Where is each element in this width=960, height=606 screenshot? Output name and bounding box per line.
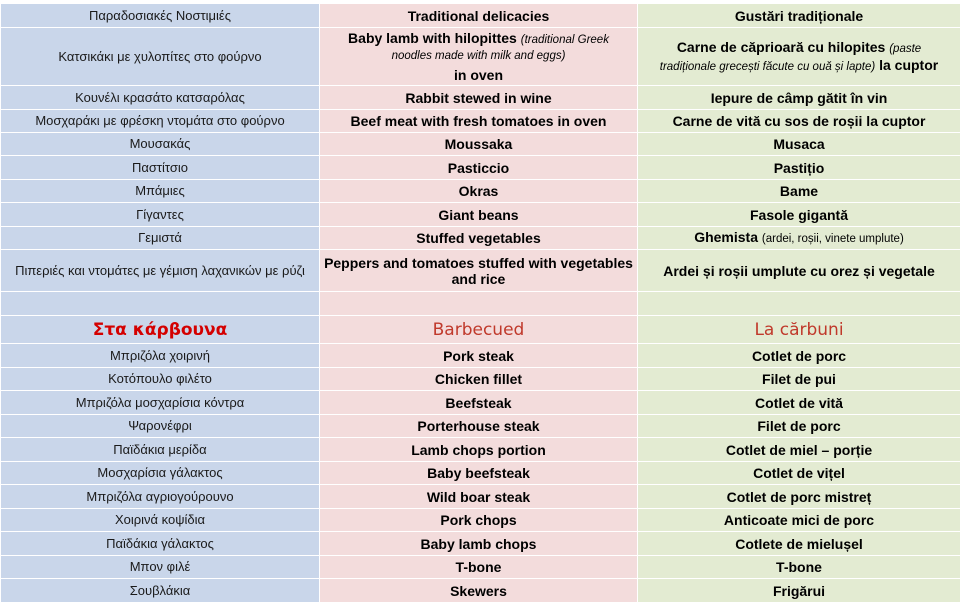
dish-romanian-note-a: (paste: [889, 42, 922, 55]
dish-romanian: Cotlet de vită: [638, 391, 960, 415]
dish-greek: Παϊδάκια μερίδα: [1, 438, 320, 462]
table-row: [1, 156, 960, 180]
dish-greek: Κουνέλι κρασάτο κατσαρόλας: [1, 86, 320, 110]
dish-romanian: Iepure de câmp gătit în vin: [638, 86, 960, 110]
dish-english: Moussaka: [320, 133, 638, 156]
dish-romanian: [638, 28, 960, 86]
dish-english: Porterhouse steak: [320, 415, 638, 438]
dish-greek: Παστίτσιο: [1, 156, 320, 180]
table-row: [1, 438, 960, 462]
dish-english: Peppers and tomatoes stuffed with vegetables and rice: [320, 250, 638, 292]
dish-romanian: Bame: [638, 180, 960, 203]
dish-greek: Πιπεριές και ντομάτες με γέμιση λαχανικών με ρύζι: [1, 250, 320, 292]
dish-english: Beef meat with fresh tomatoes in oven: [320, 110, 638, 133]
section-title-greek: Στα κάρβουνα: [1, 316, 320, 344]
dish-greek: Μοσχαρίσια γάλακτος: [1, 462, 320, 485]
spacer-cell: [320, 292, 638, 316]
dish-romanian: Pastițio: [638, 156, 960, 180]
table-row: [1, 110, 960, 133]
section-title-romanian: La cărbuni: [638, 316, 960, 344]
dish-english-note-a: (traditional Greek: [520, 34, 609, 46]
dish-english: Baby beefsteak: [320, 462, 638, 485]
table-row: [1, 391, 960, 415]
dish-greek: Μπάμιες: [1, 180, 320, 203]
table-row: [1, 227, 960, 250]
dish-greek: Μπριζόλα αγριογούρουνο: [1, 485, 320, 509]
table-row: [1, 415, 960, 438]
dish-romanian: Frigărui: [638, 579, 960, 603]
dish-english: Rabbit stewed in wine: [320, 86, 638, 110]
dish-romanian: Cotlet de porc mistreț: [638, 485, 960, 509]
dish-english: Wild boar steak: [320, 485, 638, 509]
dish-greek: Κοτόπουλο φιλέτο: [1, 368, 320, 391]
dish-romanian: Carne de vită cu sos de roșii la cuptor: [638, 110, 960, 133]
dish-romanian: Cotlet de porc: [638, 344, 960, 368]
dish-english: Beefsteak: [320, 391, 638, 415]
table-row: [1, 579, 960, 603]
table-row: [1, 556, 960, 579]
table-row: [1, 462, 960, 485]
dish-greek: Κατσικάκι με χυλοπίτες στο φούρνο: [1, 28, 320, 86]
table-row: [1, 344, 960, 368]
header-row: [1, 4, 960, 28]
dish-romanian: Filet de pui: [638, 368, 960, 391]
dish-english: T-bone: [320, 556, 638, 579]
dish-romanian-main: Carne de căprioară cu hilopites: [676, 38, 886, 55]
table-row: [1, 485, 960, 509]
header-greek: Παραδοσιακές Νοστιμιές: [1, 4, 320, 28]
dish-romanian-main: Ghemista: [694, 229, 758, 245]
menu-table: [0, 3, 960, 603]
section-header-row: [1, 316, 960, 344]
dish-greek: Γίγαντες: [1, 203, 320, 227]
dish-romanian: [638, 227, 960, 250]
dish-greek: Μοσχαράκι με φρέσκη ντομάτα στο φούρνο: [1, 110, 320, 133]
table-row: [1, 509, 960, 532]
dish-english: Stuffed vegetables: [320, 227, 638, 250]
dish-english-tail: in oven: [453, 67, 503, 83]
dish-english: Pork steak: [320, 344, 638, 368]
spacer-cell: [1, 292, 320, 316]
dish-romanian: Musaca: [638, 133, 960, 156]
table-row: [1, 250, 960, 292]
dish-romanian: Fasole gigantă: [638, 203, 960, 227]
dish-romanian: Cotlet de miel – porție: [638, 438, 960, 462]
dish-english: [320, 28, 638, 86]
dish-romanian: Cotlete de mielușel: [638, 532, 960, 556]
dish-english-note-b: noodles made with milk and eggs): [391, 50, 566, 62]
dish-english: Lamb chops portion: [320, 438, 638, 462]
header-english: Traditional delicacies: [320, 4, 638, 28]
table-row: [1, 28, 960, 86]
dish-greek: Μπριζόλα χοιρινή: [1, 344, 320, 368]
dish-greek: Μουσακάς: [1, 133, 320, 156]
dish-english: Pork chops: [320, 509, 638, 532]
table-row: [1, 133, 960, 156]
dish-greek: Σουβλάκια: [1, 579, 320, 603]
dish-romanian: Ardei și roșii umplute cu orez și vegetale: [638, 250, 960, 292]
table-row: [1, 368, 960, 391]
dish-greek: Μπον φιλέ: [1, 556, 320, 579]
dish-romanian: Filet de porc: [638, 415, 960, 438]
dish-greek: Γεμιστά: [1, 227, 320, 250]
dish-english: Skewers: [320, 579, 638, 603]
dish-english: Giant beans: [320, 203, 638, 227]
table-row: [1, 203, 960, 227]
dish-romanian: T-bone: [638, 556, 960, 579]
spacer-cell: [638, 292, 960, 316]
dish-english: Chicken fillet: [320, 368, 638, 391]
section-title-english: Barbecued: [320, 316, 638, 344]
dish-romanian-tail: la cuptor: [879, 56, 939, 73]
dish-greek: Χοιρινά κοψίδια: [1, 509, 320, 532]
dish-romanian-note: (ardei, roșii, vinete umplute): [761, 233, 904, 245]
dish-english: Pasticcio: [320, 156, 638, 180]
dish-english-main: Baby lamb with hilopittes: [348, 30, 517, 46]
dish-greek: Παϊδάκια γάλακτος: [1, 532, 320, 556]
table-row: [1, 532, 960, 556]
header-romanian: Gustări tradiționale: [638, 4, 960, 28]
dish-greek: Ψαρονέφρι: [1, 415, 320, 438]
table-row: [1, 180, 960, 203]
table-row: [1, 86, 960, 110]
dish-english: Okras: [320, 180, 638, 203]
dish-english: Baby lamb chops: [320, 532, 638, 556]
dish-greek: Μπριζόλα μοσχαρίσια κόντρα: [1, 391, 320, 415]
dish-romanian: Cotlet de vițel: [638, 462, 960, 485]
dish-romanian-note-b: tradiționale grecești făcute cu ouă și lapte): [659, 60, 876, 73]
spacer-row: [1, 292, 960, 316]
dish-romanian: Anticoate mici de porc: [638, 509, 960, 532]
